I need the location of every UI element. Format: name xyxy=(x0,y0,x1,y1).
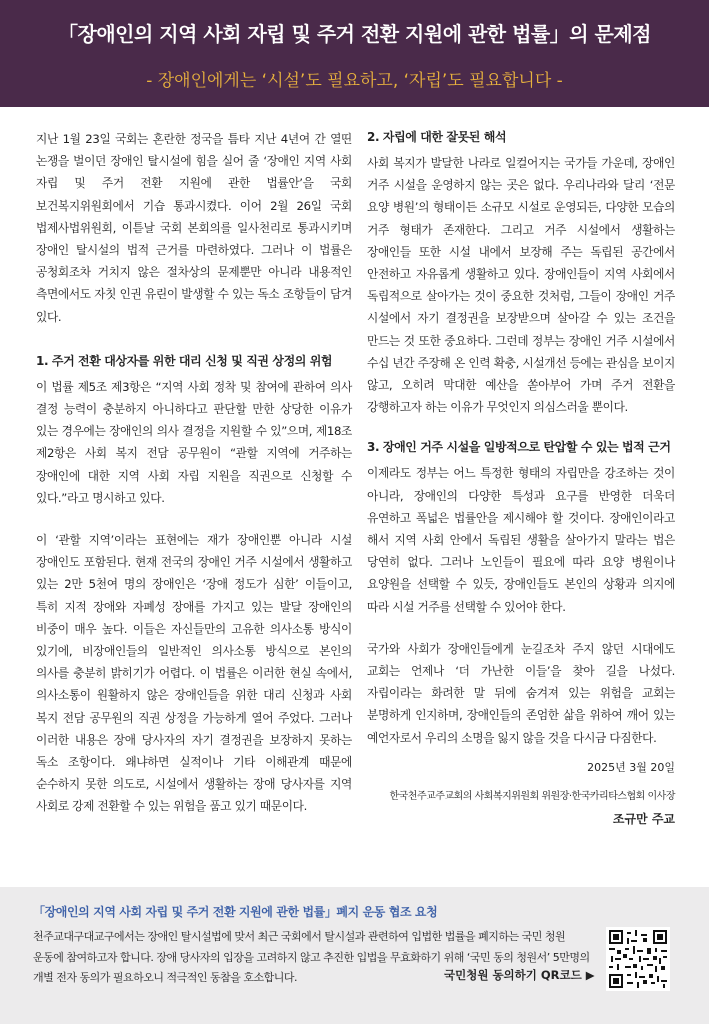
footer-panel xyxy=(0,887,709,1024)
signature-organization: 한국천주교주교회의 사회복지위원회 위원장·한국카리타스협회 이사장 xyxy=(389,790,675,802)
right-column xyxy=(367,128,675,827)
left-column xyxy=(36,128,352,818)
section-1-paragraph-2: 이 ‘관할 지역’이라는 표현에는 재가 장애인뿐 아니라 시설 장애인도 포함된다. 현재 전국의 장애인 거주 시설에서 생활하고 있는 2만 5천여 명의 장애인은 ‘장애 정도가 심한’ 이들이고, 특히 지적 장애와 자폐성 장애를 가지고 있는 발달 장애인의 비중이 매우 높다. 이들은 자신들만의 고유한 의사소통 방식이 있기에, 비장애인들의 일반적인 의사소통 방식으로 본인의 의사를 충분히 밝히기가 어렵다. 이 법률은 이러한 현실 속에서, 의사소통이 원활하지 않은 장애인들을 위한 대리 신청과 사회 복지 전담 공무원의 직권 상정을 가능하게 열어 주었다. 그러나 이러한 내용은 장애 당사자의 자기 결정권을 보장하지 못하는 독소 조항이다. 왜냐하면 실적이나 기타 이해관계 때문에 순수하지 못한 의도로, 시설에서 생활하는 장애 당사자를 지역 사회로 강제 전환할 수 있는 위험을 품고 있기 때문이다. xyxy=(36,533,352,814)
intro-paragraph: 지난 1월 23일 국회는 혼란한 정국을 틈타 지난 4년여 간 열띤 논쟁을 벌이던 장애인 탈시설에 힘을 실어 줄 ‘장애인 지역 사회 자립 및 주거 전환 지원에 관한 법률안’을 국회 보건복지위원회에서 기습 통과시켰다. 이어 2월 26일 국회 법제사법위원회, 이튿날 국회 본회의를 일사천리로 통과시키며 장애인 탈시설의 법적 근거를 마련하였다. 그러나 이 법률은 공청회조차 거치지 않은 절차상의 문제뿐만 아니라 내용적인 측면에서도 자칫 인권 유린이 발생할 수 있는 독소 조항들이 담겨 있다. xyxy=(36,132,352,324)
section-2-paragraph: 사회 복지가 발달한 나라로 일컬어지는 국가들 가운데, 장애인 거주 시설을 운영하지 않는 곳은 없다. 우리나라와 달리 ‘전문 요양 병원’의 형태이든 소규모 시설로 운영되든, 다양한 모습의 거주 형태가 존재한다. 그리고 거주 시설에서 생활하는 장애인들 또한 시설 내에서 보장해 주는 독립된 공간에서 안전하고 자유롭게 생활하고 있다. 장애인들이 지역 사회에서 독립적으로 살아가는 것이 중요한 것처럼, 그들이 장애인 거주 시설에서 자기 결정권을 보장받으며 살아갈 수 있는 조건을 만드는 것 또한 중요하다. 그런데 정부는 장애인 거주 시설에서 수십 년간 주장해 온 인력 확충, 시설개선 등에는 관심을 보이지 않고, 오히려 막대한 예산을 쏟아부어 가며 주거 전환을 강행하고자 하는 이유가 무엇인지 의심스러울 뿐이다. xyxy=(367,156,675,415)
header-banner xyxy=(0,0,709,107)
signature-date: 2025년 3월 20일 xyxy=(587,760,675,774)
qr-label: 국민청원 동의하기 QR코드 ▶ xyxy=(436,967,595,983)
section-heading-3: 3. 장애인 거주 시설을 일방적으로 탄압할 수 있는 법적 근거 xyxy=(367,440,671,455)
qr-code-icon[interactable] xyxy=(606,927,670,991)
section-3-paragraph-2: 국가와 사회가 장애인들에게 눈길조차 주지 않던 시대에도 교회는 언제나 ‘더 가난한 이들’을 찾아 길을 나섰다. 자립이라는 화려한 말 뒤에 숨겨져 있는 위험을 교회는 분명하게 인지하며, 장애인들의 존엄한 삶을 위하여 깨어 있는 예언자로서 우리의 소명을 잃지 않을 것을 다시금 다짐한다. xyxy=(367,641,675,745)
page-title: 「장애인의 지역 사회 자립 및 주거 전환 지원에 관한 법률」의 문제점 xyxy=(58,22,651,46)
page-subtitle: - 장애인에게는 ‘시설’도 필요하고, ‘자립’도 필요합니다 - xyxy=(146,71,563,91)
section-heading-1: 1. 주거 전환 대상자를 위한 대리 신청 및 직권 상정의 위험 xyxy=(36,353,333,368)
section-1-paragraph-1: 이 법률 제5조 제3항은 “지역 사회 정착 및 참여에 관하여 의사 결정 능력이 충분하지 아니하다고 판단할 만한 상당한 이유가 있는 경우에는 장애인의 의사 결정을 지원할 수 있”으며, 제18조 제2항은 사회 복지 전담 공무원이 “관할 지역에 거주하는 장애인에 대한 지역 사회 자립 지원을 직권으로 신청할 수 있다.”라고 명시하고 있다. xyxy=(36,379,352,505)
signature-name: 조규만 주교 xyxy=(612,811,675,826)
section-3-paragraph-1: 이제라도 정부는 어느 특정한 형태의 자립만을 강조하는 것이 아니라, 장애인의 다양한 특성과 요구를 반영한 더욱더 유연하고 폭넓은 법률안을 제시해야 할 것이다. 장애인이라고 해서 지역 사회 안에서 독립된 생활을 살아가지 말라는 법은 당연히 없다. 그러나 노인들이 필요에 따라 요양 병원이나 요양원을 선택할 수 있듯, 장애인들도 본인의 상황과 의지에 따라 시설 거주를 선택할 수 있어야 한다. xyxy=(367,466,675,614)
footer-title: 「장애인의 지역 사회 자립 및 주거 전환 지원에 관한 법률」폐지 운동 협조 요청 xyxy=(33,905,438,919)
footer-body: 천주교대구대교구에서는 장애인 탈시설법에 맞서 최근 국회에서 탈시설과 관련하여 입법한 법률을 폐지하는 국민 청원 운동에 참여하고자 합니다. 장애 당사자의 입장을 고려하지 않고 추진한 입법을 무효화하기 위해 ‘국민 동의 청원서’ 5만명의 개별 전자 동의가 필요하오니 적극적인 동참을 호소합니다. xyxy=(33,930,590,984)
section-heading-2: 2. 자립에 대한 잘못된 해석 xyxy=(367,130,507,144)
